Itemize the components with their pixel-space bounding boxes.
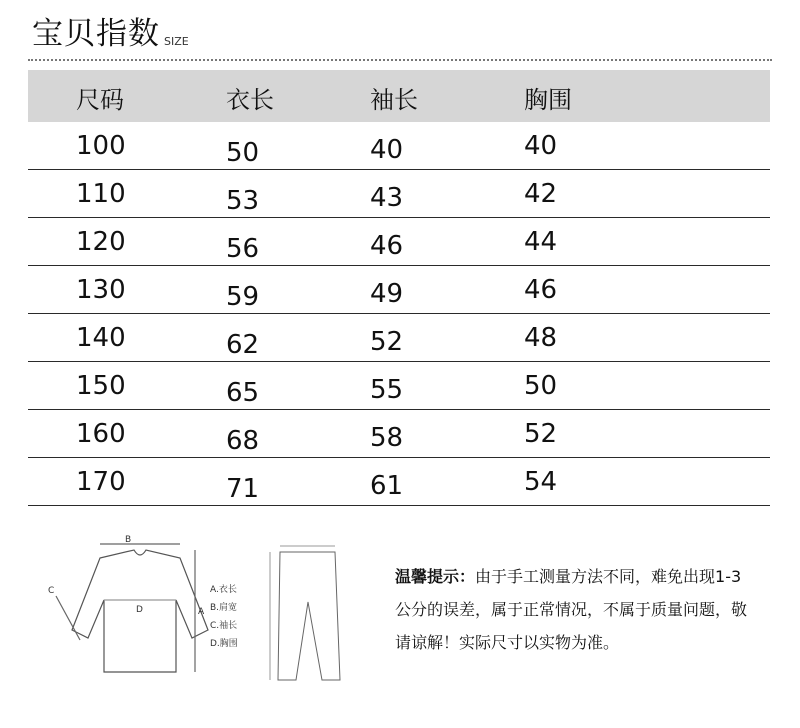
legend-sleeve: C.袖长: [210, 621, 238, 631]
table-row: [28, 410, 770, 458]
cell-sleeve: 55: [370, 375, 404, 405]
dotted-divider: [28, 59, 772, 61]
marker-b: B: [125, 535, 132, 545]
shirt-diagram: [56, 544, 208, 672]
table-row: [28, 314, 770, 362]
cell-size: 170: [76, 467, 126, 497]
column-header-size: 尺码: [76, 86, 124, 114]
size-table: [28, 70, 770, 506]
cell-chest: 52: [524, 419, 558, 449]
cell-chest: 42: [524, 179, 558, 209]
measurement-diagrams: [30, 530, 390, 700]
cell-size: 150: [76, 371, 126, 401]
cell-length: 59: [226, 282, 260, 312]
cell-length: 56: [226, 234, 260, 264]
cell-size: 160: [76, 419, 126, 449]
cell-sleeve: 46: [370, 231, 404, 261]
cell-size: 120: [76, 227, 126, 257]
table-row: [28, 458, 770, 506]
cell-sleeve: 58: [370, 423, 404, 453]
legend-chest: D.胸围: [210, 639, 238, 649]
cell-chest: 50: [524, 371, 558, 401]
shirt-legend: [210, 583, 238, 649]
cell-length: 71: [226, 474, 260, 504]
table-row: [28, 218, 770, 266]
cell-sleeve: 52: [370, 327, 404, 357]
table-row: [28, 266, 770, 314]
marker-c: C: [48, 586, 55, 596]
cell-sleeve: 61: [370, 471, 404, 501]
marker-a: A: [198, 607, 205, 617]
cell-size: 100: [76, 131, 126, 161]
table-body: [28, 122, 770, 506]
page-header: [32, 14, 189, 54]
cell-sleeve: 43: [370, 183, 404, 213]
cell-sleeve: 49: [370, 279, 404, 309]
pants-outline-icon: [278, 552, 340, 680]
column-header-length: 衣长: [226, 86, 274, 114]
cell-chest: 40: [524, 131, 558, 161]
table-row: [28, 362, 770, 410]
marker-d: D: [136, 605, 143, 615]
cell-size: 110: [76, 179, 126, 209]
cell-length: 50: [226, 138, 260, 168]
legend-shoulder: B.肩宽: [210, 603, 238, 613]
column-header-sleeve: 袖长: [370, 86, 418, 114]
cell-sleeve: 40: [370, 135, 404, 165]
column-header-chest: 胸围: [524, 86, 572, 114]
page-subtitle: SIZE: [164, 35, 189, 48]
cell-length: 65: [226, 378, 260, 408]
cell-chest: 48: [524, 323, 558, 353]
warm-tip: [395, 560, 755, 659]
cell-chest: 46: [524, 275, 558, 305]
table-row: [28, 122, 770, 170]
pants-diagram: [270, 546, 340, 680]
tip-text: 由于手工测量方法不同，难免出现1-3公分的误差，属于正常情况，不属于质量问题，敬请谅解！实际尺寸以实物为准。: [395, 567, 748, 652]
cell-length: 53: [226, 186, 260, 216]
cell-chest: 44: [524, 227, 558, 257]
table-header: [28, 70, 770, 122]
table-row: [28, 170, 770, 218]
legend-length: A.衣长: [210, 585, 237, 595]
cell-length: 62: [226, 330, 260, 360]
cell-size: 140: [76, 323, 126, 353]
cell-size: 130: [76, 275, 126, 305]
tip-label: 温馨提示：: [395, 567, 476, 586]
page-title: 宝贝指数: [32, 16, 160, 52]
cell-length: 68: [226, 426, 260, 456]
cell-chest: 54: [524, 467, 558, 497]
